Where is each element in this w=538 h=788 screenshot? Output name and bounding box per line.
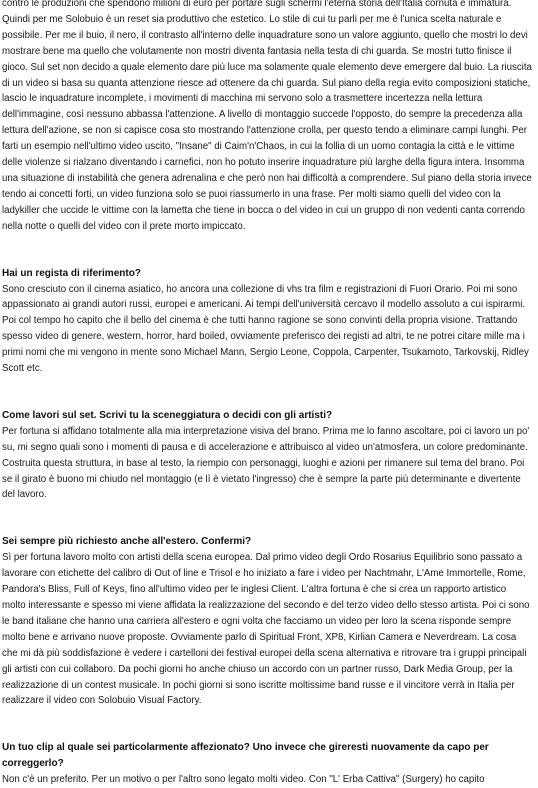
section-gap <box>2 377 538 408</box>
section-gap <box>2 709 538 740</box>
question-heading: Hai un regista di riferimento? <box>2 267 141 279</box>
section-gap <box>2 235 538 266</box>
answer-paragraph: Per fortuna si affidano totalmente alla mia interpretazione visiva del brano. Prima me lo fanno ascoltare, poi ci lavoro un po' su, mi segno quali sono i momenti di pausa e di accelerazione e attribuisco al video un'atmosfera, un colore predominante. Costruita questa struttura, in base al testo, la riempio con personaggi, luoghi e azioni per rimanere sul tema del brano. Poi se il girato è buono mi chiudo nel montaggio (e lì è vietato l'ingresso) che è sempre la parte più determinante e divertente del lavoro. <box>2 425 530 501</box>
question-heading: Un tuo clip al quale sei particolarmente affezionato? Uno invece che gireresti nuovamente da capo per correggerlo? <box>2 742 489 770</box>
answer-paragraph: Sono cresciuto con il cinema asiatico, ho ancora una collezione di vhs tra film e registrazioni di Fuori Orario. Poi mi sono appassionato ai grandi autori russi, europei e americani. Ai tempi dell'università cercavo il modello assoluto a cui ispirarmi. Poi col tempo ho capito che il bello del cinema è che tutti hanno ragione se sono convinti della propria visione. Trattando spesso video di genere, western, horror, hard boiled, ovviamente preferisco dei registi ad altri, te ne potrei citare mille ma i primi nomi che mi vengono in mente sono Michael Mann, Sergio Leone, Coppola, Carpenter, Tsukamoto, Tarkovskij, Ridley Scott etc. <box>2 283 529 375</box>
question-heading: Come lavori sul set. Scrivi tu la sceneggiatura o decidi con gli artisti? <box>2 409 333 421</box>
intro-paragraph: contro le produzioni che spendono milioni di euro per portare sugli schermi l'eterna storia dell'Italia cornuta e immatura. Quindi per me Solobuio è un reset sia produttivo che estetico. Lo stile di cui tu parli per me è l'unica scelta naturale e possibile. Per me il buio, il nero, il contrasto all'interno delle inquadrature sono un valore aggiunto, quello che mostri lo devi mostrare bene ma quello che volutamente non mostri diventa fantasia nella testa di chi guarda. Se mostri tutto finisce il gioco. Sul set non decido a quale elemento dare più luce ma solamente quale elemento deve emergere dal buio. La riuscita di un video si basa su quanta attenzione riesce ad ottenere da chi guarda. Sul piano della regia evito composizioni statiche, lascio le inquadrature incomplete, i movimenti di macchina mi servono solo a trasmettere incertezza nella lettura dell'immagine, così nessuno abbassa l'attenzione. A livello di montaggio succede l'opposto, do sempre la precedenza alla lettura dell'azione, se non si capisce cosa sto mostrando l'attenzione crolla, per questo tendo a eliminare campi lunghi. Per farti un esempio nell'ultimo video uscito, "Insane" di Caim'n'Chaos, in cui la follia di un uomo contagia la città e le vittime delle violenze si rialzano diventando i carnefici, non ho potuto inserire inquadrature più larghe della figura intera. Insomma una situazione di instabilità che genera adrenalina e che però non hai difficoltà a comprendere. Sul piano della storia invece tendo ai concetti forti, un video funziona solo se puoi riassumerlo in una frase. Per molti siamo quelli del video con la ladykiller che uccide le vittime con la lametta che tiene in bocca o del video in cui un gruppo di non vedenti canta correndo nella notte o quelli del video con il prete morto impiccato. <box>2 0 532 232</box>
question-heading: Sei sempre più richiesto anche all'estero. Confermi? <box>2 536 252 548</box>
answer-paragraph: Non c'è un preferito. Per un motivo o per l'altro sono legato molti video. Con "L' Erba Cattiva" (Surgery) ho capito <box>2 774 485 786</box>
section-gap <box>2 503 538 534</box>
answer-paragraph: Sì per fortuna lavoro molto con artisti della scena europea. Dal primo video degli Ordo Rosarius Equilibrio sono passato a lavorare con etichette del calibro di Out of line e Trisol e ho iniziato a fare i video per Nachtmahr, L'Ame Immortelle, Rome, Pandora's Bliss, Full of Keys, fino all'ultimo video per le inglesi Client. L'altra fortuna è che si crea un rapporto artistico molto interessante e spesso mi viene affidata la realizzazione del secondo e del terzo video dello stesso artista. Poi ci sono le band italiane che hanno una carriera all'estero e ogni volta che facciamo un video per loro la scena risponde sempre molto bene e arrivano nuove proposte. Ovviamente parlo di Spiritual Front, XP8, Kirlian Camera e Neverdream. La cosa che mi dà più soddisfazione è vedere i cartelloni dei festival europei della scena alternativa e ritrovare tra i gruppi principali gli artisti con cui collaboro. Da pochi giorni ho anche chiuso un accordo con un partner russo, Dark Media Group, per la realizzazione di un contest musicale. In pochi giorni si sono iscritte moltissime band russe e il vincitore verrà in Italia per realizzare il video con Solobuio Visual Factory. <box>2 552 530 707</box>
